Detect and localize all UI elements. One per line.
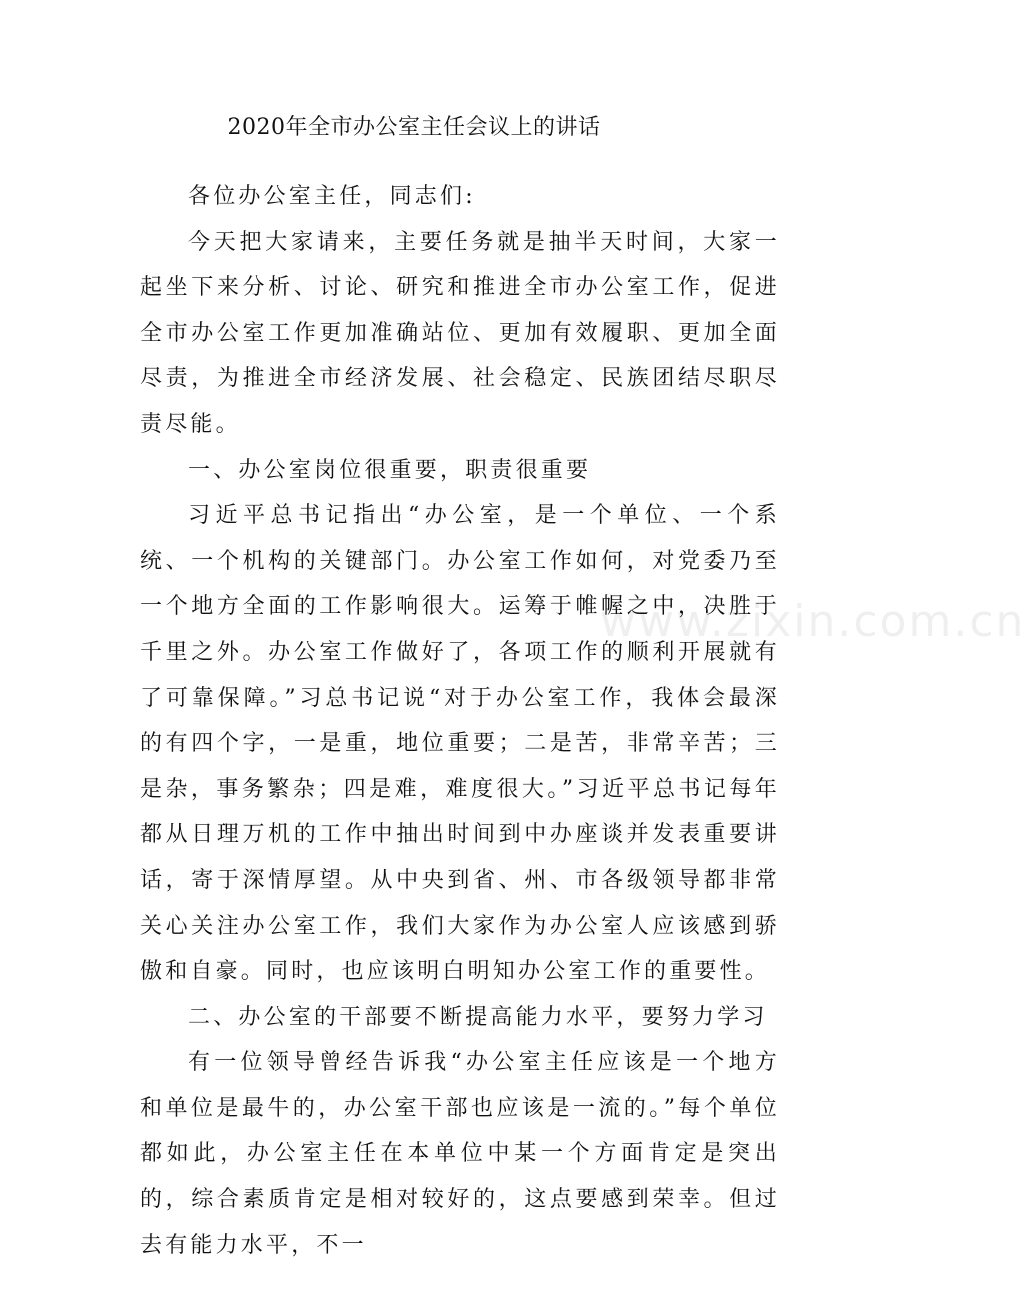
section-1-paragraph: 习近平总书记指出“办公室，是一个单位、一个系统、一个机构的关键部门。办公室工作如何，对党委乃至一个地方全面的工作影响很大。运筹于帷幄之中，决胜于千里之外。办公室工作做好了，各项工作的顺利开展就有了可靠保障。”习总书记说“对于办公室工作，我体会最深的有四个字，一是重，地位重要；二是苦，非常辛苦；三是杂，事务繁杂；四是难，难度很大。”习近平总书记每年都从日理万机的工作中抽出时间到中办座谈并发表重要讲话，寄于深情厚望。从中央到省、州、市各级领导都非常关心关注办公室工作，我们大家作为办公室人应该感到骄傲和自豪。同时，也应该明白明知办公室工作的重要性。	[140, 503, 780, 985]
section-heading-2: 二、办公室的干部要不断提高能力水平，要努力学习	[188, 1004, 768, 1030]
section-heading-1: 一、办公室岗位很重要，职责很重要	[188, 457, 592, 483]
watermark: www.zixin.com.cn	[600, 596, 1025, 647]
intro-paragraph: 今天把大家请来，主要任务就是抽半天时间，大家一起坐下来分析、讨论、研究和推进全市办公室工作，促进全市办公室工作更加准确站位、更加有效履职、更加全面尽责，为推进全市经济发展、社会稳定、民族团结尽职尽责尽能。	[140, 229, 780, 437]
salutation-paragraph: 各位办公室主任，同志们:	[188, 184, 476, 209]
section-2-paragraph: 有一位领导曾经告诉我“办公室主任应该是一个地方和单位是最牛的，办公室干部也应该是一流的。”每个单位都如此，办公室主任在本单位中某一个方面肯定是突出的，综合素质肯定是相对较好的，这点要感到荣幸。但过去有能力水平，不一	[140, 1050, 780, 1258]
document-title: 2020年全市办公室主任会议上的讲话	[227, 115, 601, 140]
document-body	[140, 174, 780, 1268]
